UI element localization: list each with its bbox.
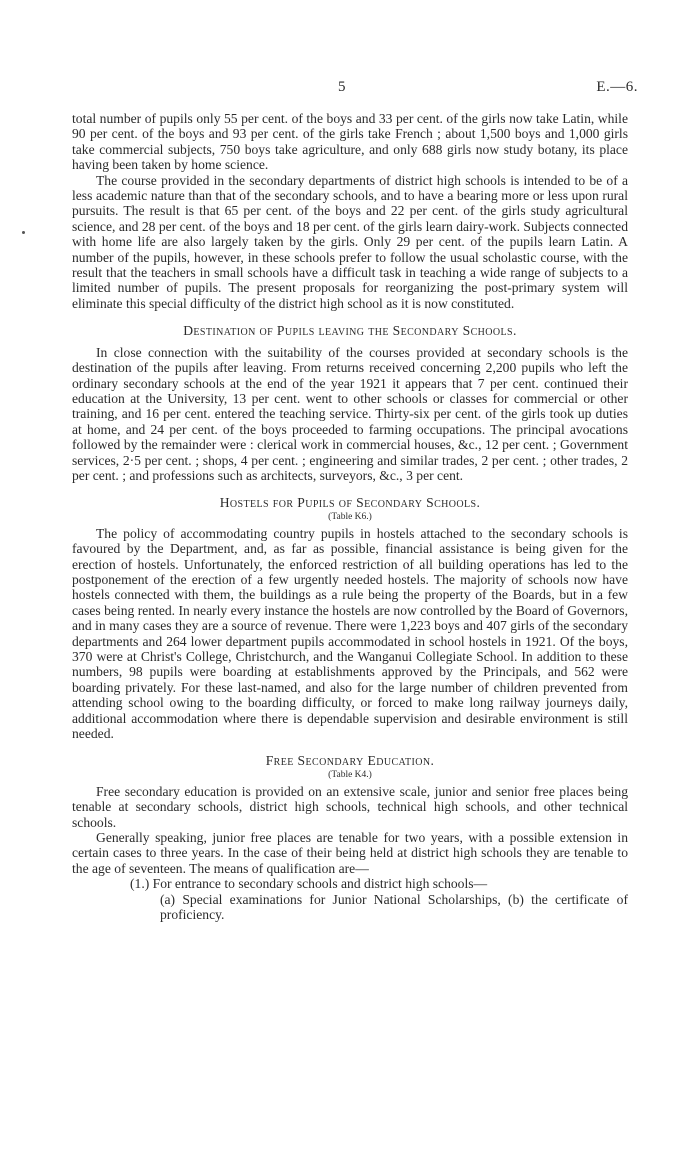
table-reference-k6: (Table K6.)	[328, 511, 372, 522]
session-reference: E.—6.	[596, 79, 638, 95]
page-number: 5	[338, 79, 346, 95]
paragraph-district-high-schools: The course provided in the secondary departments of district high schools is intended to be of a less academic nature than that of the secondary schools, and to have a bearing more or less upon rural pursuits. The result is that 65 per cent. of the boys and 22 per cent. of the girls study agricultural science, and 28 per cent. of the boys and 18 per cent. of the girls learn dairy-work. Subjects connected with home life are also largely taken by the girls. Only 29 per cent. of the pupils learn Latin. A number of the pupils, however, in these schools prefer to follow the usual scholastic course, with the result that the teachers in small schools have a difficult task in teaching a wide range of subjects to a limited number of pupils. The present proposals for reorganizing the post-primary system will eliminate this special difficulty of the district high school as it is now constituted.	[72, 172, 628, 311]
section-heading-destination: Destination of Pupils leaving the Secondary Schools.	[183, 323, 517, 339]
section-heading-hostels: Hostels for Pupils of Secondary Schools.	[219, 495, 481, 511]
paragraph-junior-free-places: Generally speaking, junior free places are tenable for two years, with a possible extension in certain cases to three years. In the case of their being held at district high schools they are tenable to the age of seventeen. The means of qualification are—	[72, 830, 628, 876]
list-item-1-detail: (a) Special examinations for Junior National Scholarships, (b) the certificate of proficiency.	[160, 891, 628, 923]
paragraph-hostels: The policy of accommodating country pupils in hostels attached to the secondary schools is favoured by the Department, and, as far as possible, financial assistance is being given for the erection of hostels. Unfortunately, the enforced restriction of all building operations has led to the postponement of the erection of a few urgently needed hostels. The majority of schools now have hostels connected with them, the buildings as a rule being the property of the Boards, but in a few cases being rented. In nearly every instance the hostels are now controlled by the Board of Governors, and in many cases they are a source of revenue. There were 1,223 boys and 407 girls of the secondary departments and 264 lower department pupils accommodated in school hostels in 1921. Of the boys, 370 were at Christ's College, Christchurch, and the Wanganui Collegiate School. In addition to these numbers, 98 pupils were boarding at establishments approved by the Principals, and 562 were boarding privately. For these last-named, and also for the large number of children prevented from attending school owing to the boarding difficulty, or forced to make long railway journeys daily, additional accommodation where there is dependable supervision and desirable environment is still needed.	[72, 525, 628, 742]
paragraph-destination: In close connection with the suitability of the courses provided at secondary schools is the destination of the pupils after leaving. From returns received concerning 2,200 pupils who left the ordinary secondary schools at the end of the year 1921 it appears that 7 per cent. continued their education at the University, 13 per cent. went to other schools or classes for commercial or other training, and 16 per cent. entered the teaching service. Thirty-six per cent. of the girls took up duties at home, and 24 per cent. of the boys proceeded to farming occupations. The principal avocations followed by the remainder were : clerical work in commercial houses, &c., 12 per cent. ; Government services, 2·5 per cent. ; shops, 4 per cent. ; engineering and similar trades, 2 per cent. ; other trades, 2 per cent. ; and professions such as architects, surveyors, &c., 3 per cent.	[72, 344, 628, 483]
body-text	[72, 111, 628, 923]
page-header	[0, 80, 700, 98]
paragraph-free-education: Free secondary education is provided on an extensive scale, junior and senior free places being tenable at secondary schools, district high schools, technical high schools, and other technical schools.	[72, 783, 628, 830]
paragraph-continuation: total number of pupils only 55 per cent. of the boys and 33 per cent. of the girls now take Latin, while 90 per cent. of the boys and 93 per cent. of the girls take French ; about 1,500 boys and 1,000 girls take commercial subjects, 750 boys take agriculture, and only 688 girls now study botany, its place having been taken by home science.	[72, 111, 628, 173]
table-reference-k4: (Table K4.)	[328, 769, 372, 780]
margin-dot	[22, 231, 25, 234]
section-heading-free-education: Free Secondary Education.	[265, 753, 435, 769]
list-item-1: (1.) For entrance to secondary schools and district high schools—	[130, 876, 488, 892]
